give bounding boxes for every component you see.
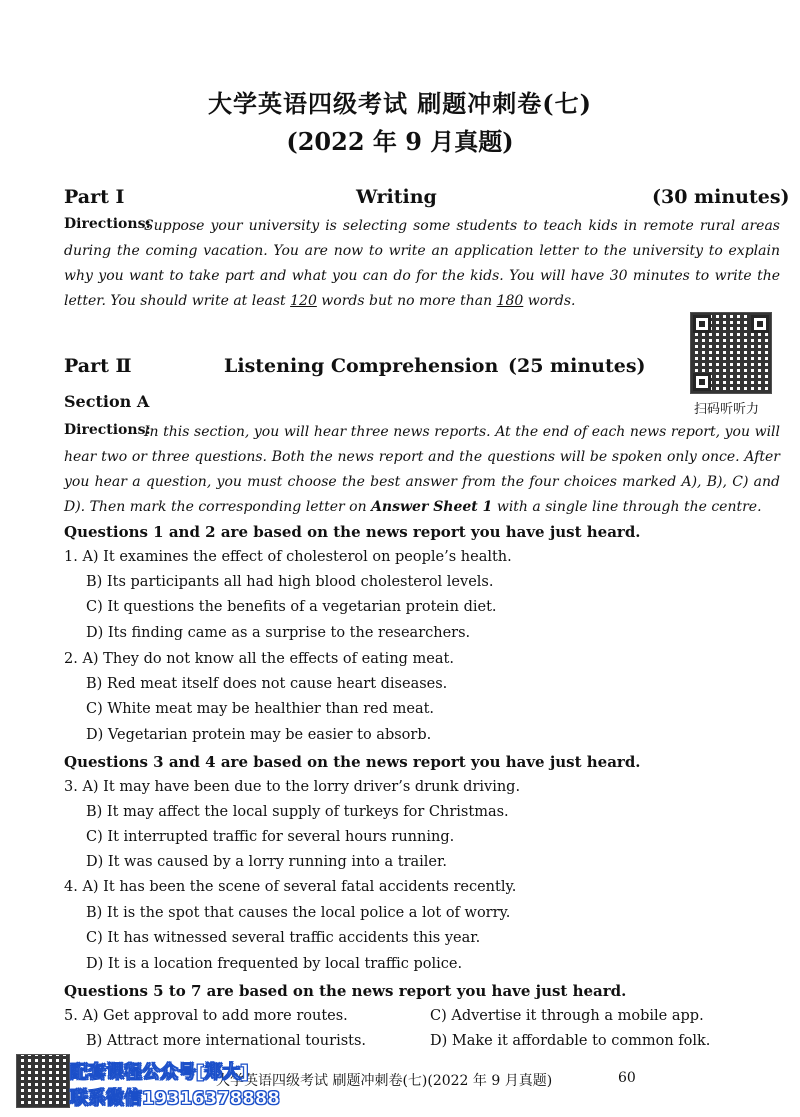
- q5-option-a: 5. A) Get approval to add more routes.: [64, 1008, 348, 1024]
- question-group-heading: Questions 3 and 4 are based on the news report you have just heard.: [64, 753, 641, 771]
- min-words: 120: [290, 293, 317, 309]
- part2-time: (25 minutes): [508, 355, 646, 377]
- q3-option-c: C) It interrupted traffic for several hours running.: [86, 829, 455, 845]
- q3-option-b: B) It may affect the local supply of turkeys for Christmas.: [86, 804, 509, 820]
- part2-title: Listening Comprehension: [224, 355, 499, 377]
- q1-option-d: D) Its finding came as a surprise to the researchers.: [86, 625, 471, 641]
- part2-directions-text-a: In this section, you will hear three news reports. At the end of each news report, you will hear two or three questions. Both the news report and the questions will be spoken only once. After you hear a question, you must choose the best answer from the four choices marked A), B), C) and D). Then mark the corresponding letter on: [64, 424, 780, 515]
- answer-sheet-ref: Answer Sheet 1: [371, 499, 493, 515]
- page-subtitle: (2022 年 9 月真题): [286, 127, 514, 156]
- q3-option-a: 3. A) It may have been due to the lorry driver’s drunk driving.: [64, 779, 521, 795]
- part1-directions-text-a: Suppose your university is selecting some students to teach kids in remote rural areas during the coming vacation. You are now to write an application letter to the university to explain why you want to take part and what you can do for the kids. You will have 30 minutes to write the letter. You should write at least: [64, 218, 780, 309]
- part2-label: Part Ⅱ: [64, 355, 132, 377]
- q5-option-c: C) Advertise it through a mobile app.: [430, 1008, 704, 1024]
- watermark-line-2: 联系微信19316378888: [70, 1088, 280, 1109]
- listening-qr-code[interactable]: [690, 312, 772, 394]
- qr-corner-icon: [751, 315, 769, 333]
- q2-option-a: 2. A) They do not know all the effects of eating meat.: [64, 651, 454, 667]
- part1-title: Writing: [356, 186, 437, 208]
- part1-directions-text-c: words.: [523, 293, 576, 309]
- q1-option-b: B) Its participants all had high blood cholesterol levels.: [86, 574, 494, 590]
- page-footer: 大学英语四级考试 刷题冲刺卷(七)(2022 年 9 月真题): [216, 1073, 553, 1089]
- section-a-heading: Section A: [64, 392, 150, 411]
- question-group-heading: Questions 1 and 2 are based on the news report you have just heard.: [64, 523, 641, 541]
- part2-directions: [64, 420, 780, 520]
- page-number: 60: [618, 1070, 636, 1086]
- q4-option-d: D) It is a location frequented by local traffic police.: [86, 956, 463, 972]
- q5-option-d: D) Make it affordable to common folk.: [430, 1033, 711, 1049]
- q5-option-b: B) Attract more international tourists.: [86, 1033, 367, 1049]
- part2-directions-text-b: with a single line through the centre.: [492, 499, 762, 515]
- qr-label: 扫码听听力: [694, 402, 760, 417]
- qr-corner-icon: [693, 373, 711, 391]
- part1-directions: [64, 214, 780, 314]
- watermark-line-1: 配套课程公众号[郑大]: [70, 1062, 249, 1083]
- qr-corner-icon: [693, 315, 711, 333]
- q2-option-b: B) Red meat itself does not cause heart diseases.: [86, 676, 448, 692]
- part1-time: (30 minutes): [652, 186, 790, 208]
- part1-directions-label: Directions:: [64, 216, 151, 232]
- q4-option-a: 4. A) It has been the scene of several fatal accidents recently.: [64, 879, 517, 895]
- part1-label: Part Ⅰ: [64, 186, 125, 208]
- q4-option-c: C) It has witnessed several traffic accidents this year.: [86, 930, 481, 946]
- question-group-heading: Questions 5 to 7 are based on the news report you have just heard.: [64, 982, 627, 1000]
- q2-option-c: C) White meat may be healthier than red meat.: [86, 701, 435, 717]
- max-words: 180: [496, 293, 524, 309]
- q1-option-a: 1. A) It examines the effect of cholesterol on people’s health.: [64, 549, 512, 565]
- q2-option-d: D) Vegetarian protein may be easier to absorb.: [86, 727, 432, 743]
- watermark-qr-code: [16, 1054, 70, 1108]
- q3-option-d: D) It was caused by a lorry running into a trailer.: [86, 854, 447, 870]
- part1-directions-text-b: words but no more than: [316, 293, 497, 309]
- q1-option-c: C) It questions the benefits of a vegetarian protein diet.: [86, 599, 497, 615]
- page-title: 大学英语四级考试 刷题冲刺卷(七): [207, 89, 593, 118]
- q4-option-b: B) It is the spot that causes the local police a lot of worry.: [86, 905, 511, 921]
- part2-directions-label: Directions:: [64, 422, 151, 438]
